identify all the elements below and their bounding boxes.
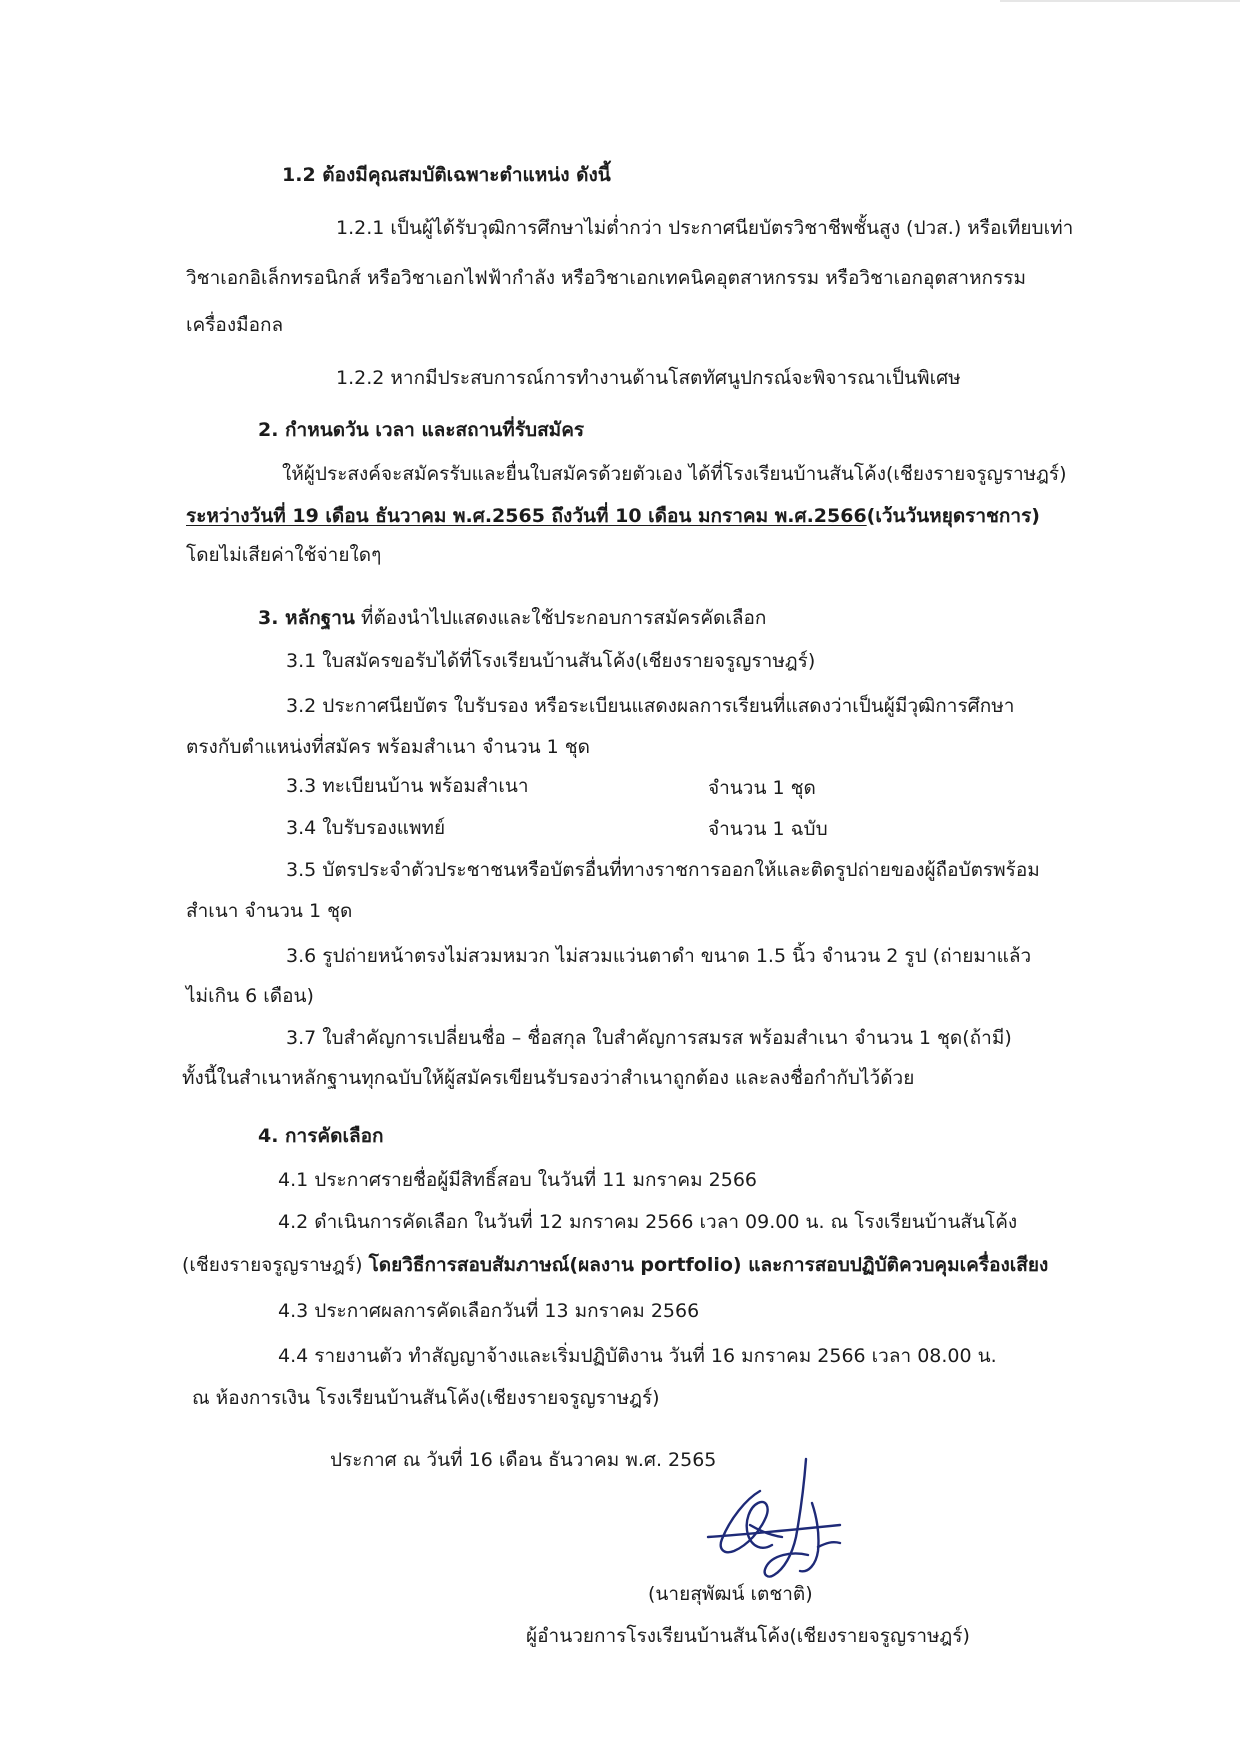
item-3-4: 3.4 ใบรับรองแพทย์ [286,817,446,839]
section-2-line-2 [186,502,1040,530]
signer-title: ผู้อำนวยการโรงเรียนบ้านสันโค้ง(เชียงรายจรูญราษฎร์) [526,1625,970,1647]
item-3-5-line-2: สำเนา จำนวน 1 ชุด [186,900,353,922]
announcement-date: ประกาศ ณ วันที่ 16 เดือน ธันวาคม พ.ศ. 2565 [330,1449,717,1471]
section-4-heading: 4. การคัดเลือก [258,1125,384,1147]
item-4-4-line-2: ณ ห้องการเงิน โรงเรียนบ้านสันโค้ง(เชียงรายจรูญราษฎร์) [192,1387,660,1409]
section-1-2-1-line-1: 1.2.1 เป็นผู้ได้รับวุฒิการศึกษาไม่ต่ำกว่า ประกาศนียบัตรวิชาชีพชั้นสูง (ปวส.) หรือเทียบเท่า [336,217,1074,239]
signer-name: (นายสุพัฒน์ เตชาติ) [648,1583,813,1605]
item-3-4-quantity: จำนวน 1 ฉบับ [708,818,828,840]
section-3-heading [258,604,766,632]
section-1-2-2: 1.2.2 หากมีประสบการณ์การทำงานด้านโสตทัศนูปกรณ์จะพิจารณาเป็นพิเศษ [336,367,961,389]
section-2-heading: 2. กำหนดวัน เวลา และสถานที่รับสมัคร [258,419,585,441]
item-4-3: 4.3 ประกาศผลการคัดเลือกวันที่ 13 มกราคม 2566 [278,1300,700,1322]
item-4-1: 4.1 ประกาศรายชื่อผู้มีสิทธิ์สอบ ในวันที่ 11 มกราคม 2566 [278,1169,757,1191]
copy-certification-note: ทั้งนี้ในสำเนาหลักฐานทุกฉบับให้ผู้สมัครเขียนรับรองว่าสำเนาถูกต้อง และลงชื่อกำกับไว้ด้วย [182,1067,915,1089]
item-4-4-line-1: 4.4 รายงานตัว ทำสัญญาจ้างและเริ่มปฏิบัติงาน วันที่ 16 มกราคม 2566 เวลา 08.00 น. [278,1345,997,1367]
section-3-heading-bold: 3. หลักฐาน [258,607,355,629]
item-3-2-line-2: ตรงกับตำแหน่งที่สมัคร พร้อมสำเนา จำนวน 1 ชุด [186,736,591,758]
item-3-3-quantity: จำนวน 1 ชุด [708,777,816,799]
item-3-6-line-1: 3.6 รูปถ่ายหน้าตรงไม่สวมหมวก ไม่สวมแว่นตาดำ ขนาด 1.5 นิ้ว จำนวน 2 รูป (ถ่ายมาแล้ว [286,945,1032,967]
section-1-2-1-line-3: เครื่องมือกล [186,314,284,336]
section-1-2-heading: 1.2 ต้องมีคุณสมบัติเฉพาะตำแหน่ง ดังนี้ [282,164,611,186]
section-2-line-3: โดยไม่เสียค่าใช้จ่ายใดๆ [186,544,382,566]
item-3-7-line-1: 3.7 ใบสำคัญการเปลี่ยนชื่อ – ชื่อสกุล ใบสำคัญการสมรส พร้อมสำเนา จำนวน 1 ชุด(ถ้ามี) [286,1027,1012,1049]
item-4-2-line-2-normal: (เชียงรายจรูญราษฎร์) [182,1254,369,1276]
section-1-2-1-line-2: วิชาเอกอิเล็กทรอนิกส์ หรือวิชาเอกไฟฟ้ากำลัง หรือวิชาเอกเทคนิคอุตสาหกรรม หรือวิชาเอกอุตสาหกรรม [186,267,1026,289]
scan-edge-mark [1000,0,1240,2]
application-period: ระหว่างวันที่ 19 เดือน ธันวาคม พ.ศ.2565 ถึงวันที่ 10 เดือน มกราคม พ.ศ.2566 [186,505,867,527]
item-3-2-line-1: 3.2 ประกาศนียบัตร ใบรับรอง หรือระเบียนแสดงผลการเรียนที่แสดงว่าเป็นผู้มีวุฒิการศึกษา [286,695,1015,717]
section-2-line-1: ให้ผู้ประสงค์จะสมัครรับและยื่นใบสมัครด้วยตัวเอง ได้ที่โรงเรียนบ้านสันโค้ง(เชียงรายจรูญราษฎร์) [282,463,1067,485]
item-4-2-line-1: 4.2 ดำเนินการคัดเลือก ในวันที่ 12 มกราคม 2566 เวลา 09.00 น. ณ โรงเรียนบ้านสันโค้ง [278,1211,1018,1233]
signature-icon [700,1455,870,1585]
item-3-5-line-1: 3.5 บัตรประจำตัวประชาชนหรือบัตรอื่นที่ทางราชการออกให้และติดรูปถ่ายของผู้ถือบัตรพร้อม [286,859,1040,881]
item-3-1: 3.1 ใบสมัครขอรับได้ที่โรงเรียนบ้านสันโค้ง(เชียงรายจรูญราษฎร์) [286,650,816,672]
item-4-2-selection-method: โดยวิธีการสอบสัมภาษณ์(ผลงาน portfolio) และการสอบปฏิบัติควบคุมเครื่องเสียง [368,1254,1049,1276]
section-3-heading-rest: ที่ต้องนำไปแสดงและใช้ประกอบการสมัครคัดเลือก [354,607,767,629]
item-4-2-line-2 [182,1251,1048,1279]
holiday-note: (เว้นวันหยุดราชการ) [866,505,1040,527]
item-3-3: 3.3 ทะเบียนบ้าน พร้อมสำเนา [286,775,529,797]
item-3-6-line-2: ไม่เกิน 6 เดือน) [186,985,314,1007]
